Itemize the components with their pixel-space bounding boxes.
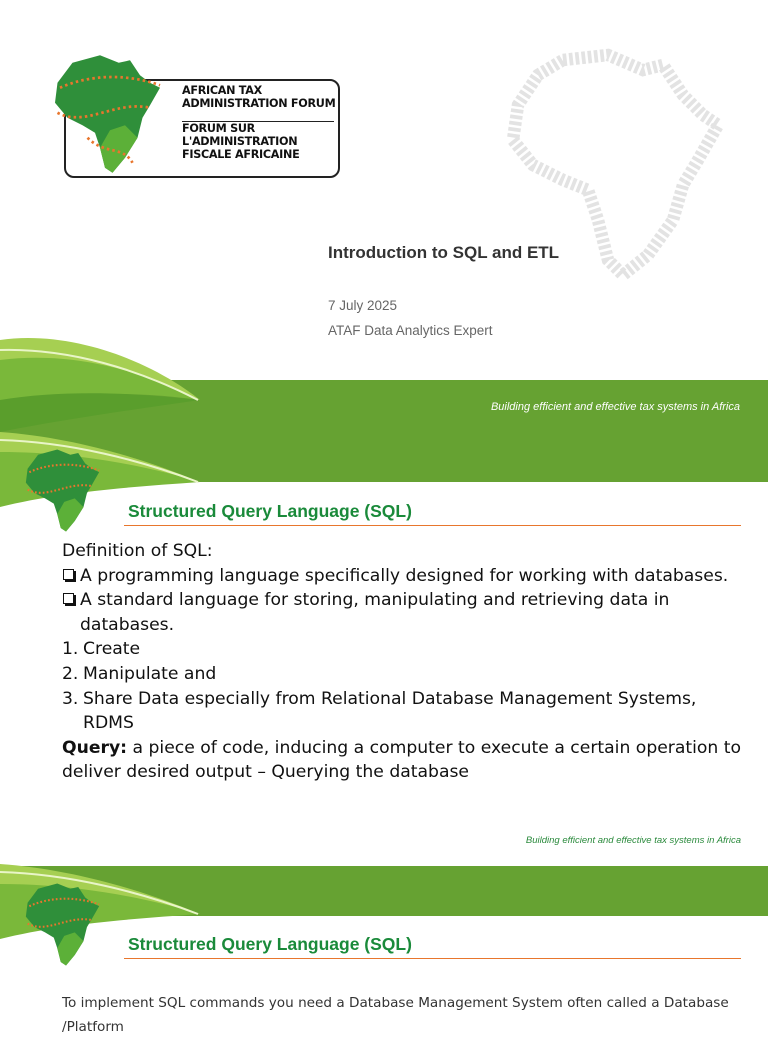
- numbered-item: [62, 687, 742, 736]
- definition-heading: Definition of SQL:: [62, 541, 213, 561]
- item-number: 1.: [62, 639, 79, 660]
- ataf-logo-text: [182, 84, 338, 161]
- logo-line: ADMINISTRATION FORUM: [182, 97, 336, 110]
- item-number: 3.: [62, 688, 79, 709]
- query-label: Query:: [62, 737, 128, 758]
- title-slide: [0, 0, 768, 432]
- title-underline: [124, 525, 741, 526]
- logo-line: AFRICAN TAX: [182, 84, 262, 97]
- footer-tagline: Building efficient and effective tax systems in Africa: [525, 835, 741, 846]
- logo-line: FISCALE AFRICAINE: [182, 148, 300, 161]
- item-number: 2.: [62, 663, 79, 684]
- leaf-decoration-icon: [0, 330, 230, 432]
- sql-definition-slide: [0, 432, 768, 864]
- slide-title: Structured Query Language (SQL): [128, 501, 412, 521]
- bullet-text: A programming language specifically designed for working with databases.: [80, 565, 729, 586]
- item-text: Share Data especially from Relational Database Management Systems, RDMS: [83, 688, 697, 734]
- sql-platform-slide: [0, 864, 768, 1035]
- item-text: Manipulate and: [83, 663, 217, 684]
- query-text: a piece of code, inducing a computer to execute a certain operation to deliver desired output – Querying the database: [62, 737, 742, 783]
- bullet-item: [62, 588, 742, 637]
- slide-body: To implement SQL commands you need a Database Management System often called a Database /Platform: [62, 995, 729, 1035]
- ataf-africa-logo-icon: [22, 446, 110, 542]
- ataf-africa-logo-icon: [22, 880, 110, 976]
- title-underline: [124, 958, 741, 959]
- slide-title: Structured Query Language (SQL): [128, 934, 412, 954]
- checkbox-bullet-icon: [63, 593, 74, 604]
- presentation-title: Introduction to SQL and ETL: [328, 243, 560, 262]
- ataf-africa-logo-icon: [50, 50, 175, 188]
- bullet-item: [62, 564, 742, 589]
- presentation-date: 7 July 2025: [328, 298, 398, 313]
- logo-divider: [182, 121, 334, 122]
- checkbox-bullet-icon: [63, 569, 74, 580]
- logo-line: FORUM SUR: [182, 122, 255, 135]
- query-definition: [62, 736, 742, 785]
- numbered-item: [62, 637, 742, 662]
- tagline: Building efficient and effective tax systems in Africa: [490, 401, 740, 413]
- slide-body: [62, 539, 742, 785]
- presenter-name: ATAF Data Analytics Expert: [328, 323, 493, 338]
- bullet-text: A standard language for storing, manipulating and retrieving data in databases.: [80, 590, 670, 635]
- numbered-item: [62, 662, 742, 687]
- item-text: Create: [83, 639, 141, 660]
- logo-line: L'ADMINISTRATION: [182, 135, 298, 148]
